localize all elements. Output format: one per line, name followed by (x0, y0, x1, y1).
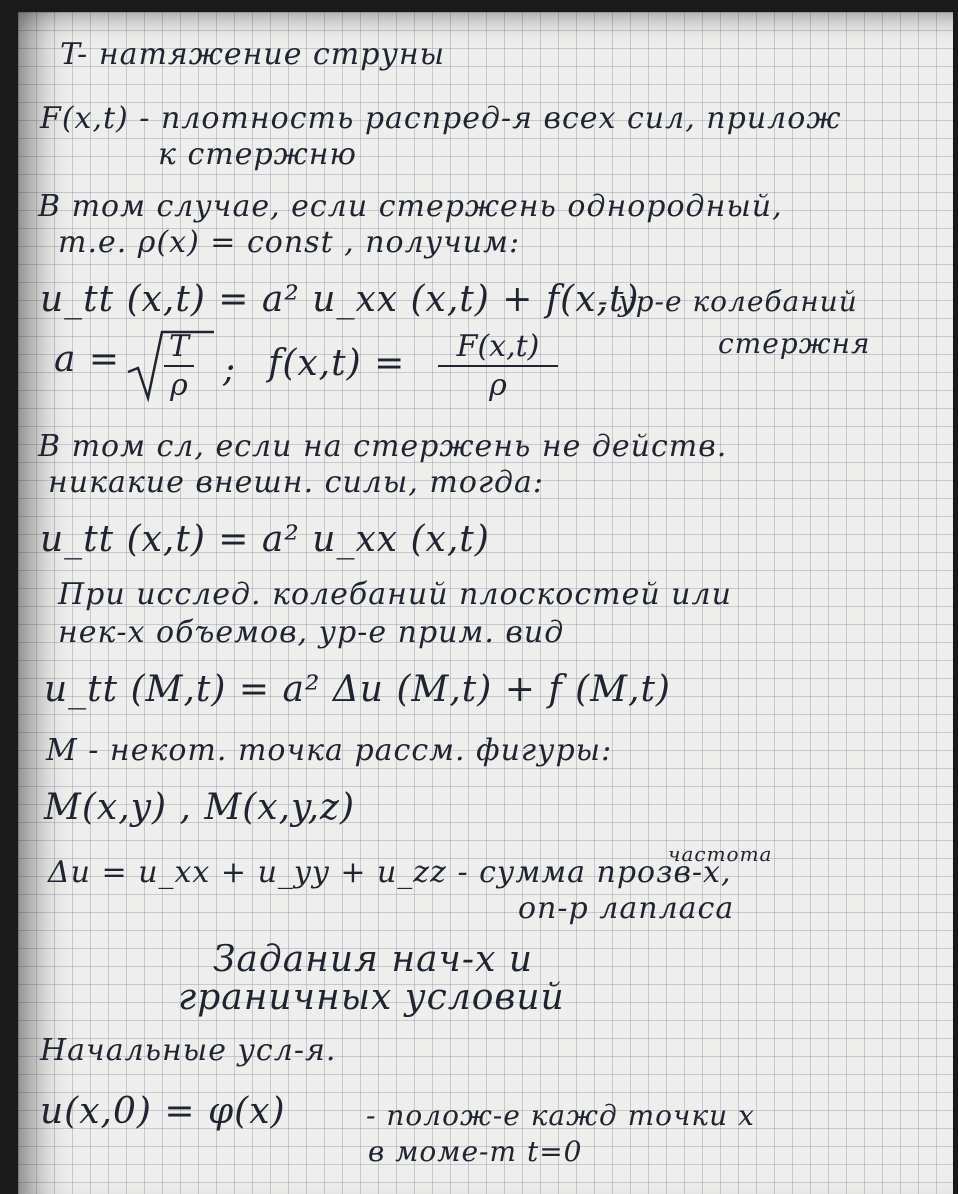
text-line: стержня (718, 327, 871, 360)
fraction-bar (438, 365, 558, 367)
text-line: В том случае, если стержень однородный, (38, 189, 783, 224)
f-fraction (438, 330, 558, 402)
section-heading: Задания нач-х и (213, 939, 534, 980)
text-line: - ур-е колебаний (598, 285, 858, 318)
f-denominator: ρ (489, 368, 507, 403)
sqrt-numerator: T (168, 329, 189, 364)
text-line: Начальные усл-я. (40, 1033, 337, 1068)
text-line: оп-р лапласа (518, 891, 735, 926)
fraction-bar (164, 365, 194, 367)
equation-initial-condition: u(x,0) = φ(x) (40, 1091, 286, 1132)
text-line: никакие внешн. силы, тогда: (48, 465, 545, 500)
annotation-note: частота (668, 842, 773, 866)
separator: ; (223, 349, 237, 390)
text-line: T- натяжение струны (60, 37, 446, 72)
equation-f-lhs: f(x,t) = (268, 343, 406, 384)
section-heading: граничных условий (178, 977, 565, 1018)
text-line: т.е. ρ(x) = const , получим: (58, 225, 521, 260)
equation-wave-rod: u_tt (x,t) = a² u_xx (x,t) + f(x,t) (40, 279, 640, 320)
text-line: M - некот. точка рассм. фигуры: (46, 733, 613, 768)
notebook-page (18, 12, 953, 1194)
sqrt-fraction (164, 330, 194, 402)
sqrt-denominator: ρ (170, 368, 188, 403)
text-line: F(x,t) - плотность распред-я всех сил, прилож (40, 101, 842, 136)
equation-a-lhs: a = (54, 339, 121, 380)
f-numerator: F(x,t) (456, 329, 540, 364)
text-line: нек-х объемов, ур-е прим. вид (58, 615, 565, 650)
equation-point: M(x,y) , M(x,y,z) (44, 787, 356, 828)
text-line: - полож-е кажд точки x (366, 1099, 755, 1132)
equation-laplacian: Δu = u_xx + u_yy + u_zz - сумма прозв-х, (48, 855, 732, 890)
equation-membrane: u_tt (M,t) = a² Δu (M,t) + f (M,t) (44, 669, 671, 710)
text-line: в моме-т t=0 (368, 1135, 583, 1168)
text-line: При исслед. колебаний плоскостей или (58, 577, 732, 612)
text-line: к стержню (158, 137, 357, 172)
text-line: В том сл, если на стержень не действ. (38, 429, 728, 464)
equation-free-vibration: u_tt (x,t) = a² u_xx (x,t) (40, 519, 490, 560)
